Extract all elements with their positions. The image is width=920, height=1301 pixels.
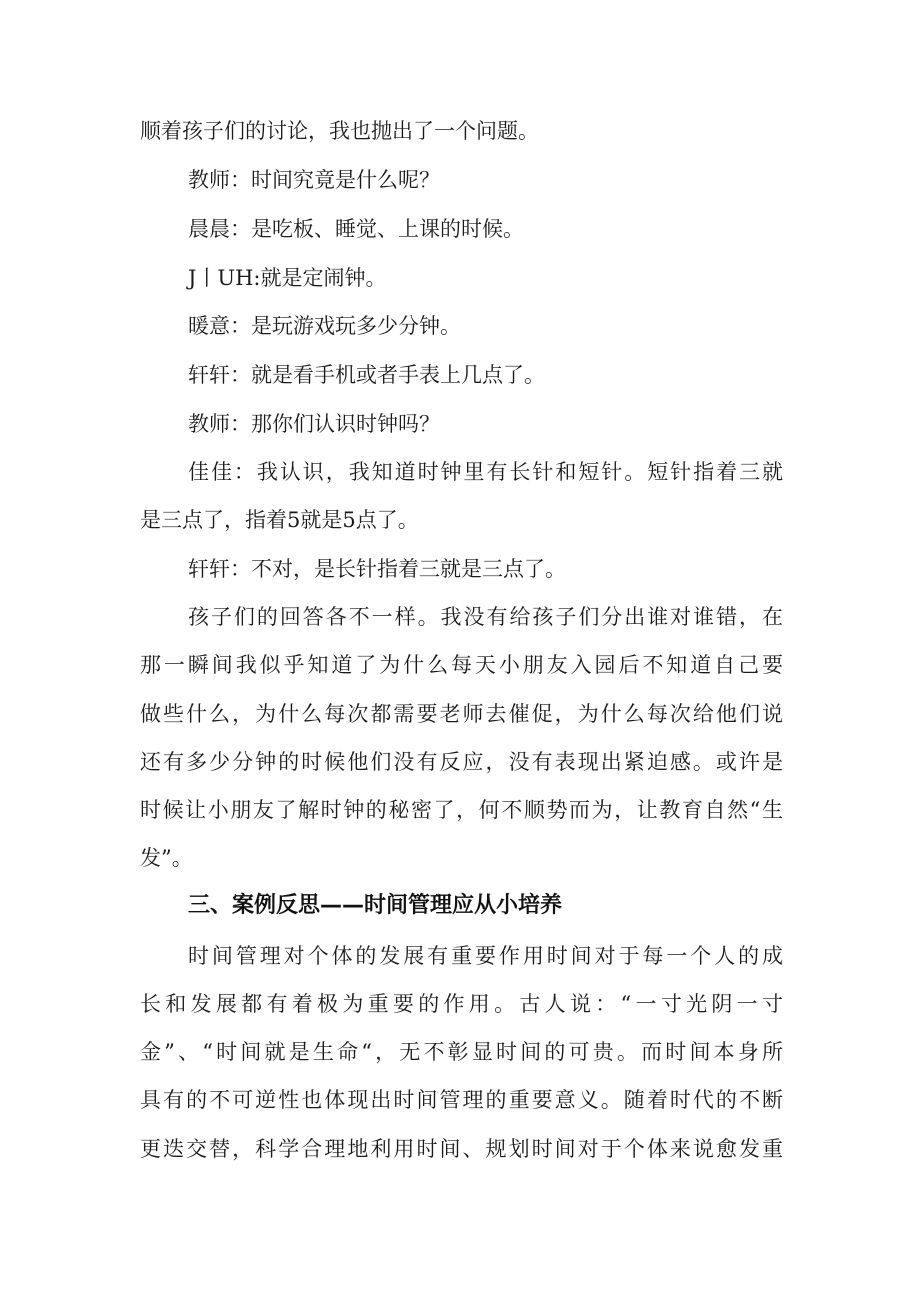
line-text: 暖意：是玩游戏玩多少分钟。	[188, 314, 461, 338]
dialogue-line	[0, 306, 920, 346]
paragraph-line	[0, 1080, 920, 1120]
heading-text: 三、案例反思——时间管理应从小培养	[188, 893, 563, 918]
paragraph-line	[0, 742, 920, 782]
paragraph-line	[0, 500, 920, 540]
line-text: 长和发展都有着极为重要的作用。古人说：“一寸光阴一寸	[140, 992, 783, 1016]
paragraph-line	[0, 1129, 920, 1169]
line-text: 具有的不可逆性也体现出时间管理的重要意义。随着时代的不断	[140, 1088, 783, 1112]
paragraph-line	[0, 790, 920, 830]
line-text: 时间管理对个体的发展有重要作用时间对于每一个人的成	[188, 944, 783, 968]
paragraph-line	[0, 645, 920, 685]
line-text: 教师：那你们认识时钟吗？	[188, 412, 440, 436]
line-text: 轩轩：就是看手机或者手表上几点了。	[188, 363, 545, 387]
line-text: 时候让小朋友了解时钟的秘密了，何不顺势而为，让教育自然“生	[140, 798, 783, 822]
paragraph-line	[0, 597, 920, 637]
paragraph-line	[0, 1032, 920, 1072]
dialogue-line	[0, 209, 920, 249]
dialogue-line	[0, 404, 920, 444]
line-text: 做些什么，为什么每次都需要老师去催促，为什么每次给他们说	[140, 702, 783, 726]
paragraph-line	[0, 984, 920, 1024]
line-text: 孩子们的回答各不一样。我没有给孩子们分出谁对谁错，在	[188, 605, 783, 629]
line-text: 更迭交替，科学合理地利用时间、规划时间对于个体来说愈发重	[140, 1137, 783, 1161]
paragraph-line	[0, 838, 920, 878]
section-heading	[0, 886, 920, 926]
line-text: 那一瞬间我似乎知道了为什么每天小朋友入园后不知道自己要	[140, 653, 783, 677]
line-text: 还有多少分钟的时候他们没有反应，没有表现出紧迫感。或许是	[140, 750, 783, 774]
line-text: 发”。	[140, 846, 193, 870]
line-text: 轩轩：不对，是长针指着三就是三点了。	[188, 557, 566, 581]
line-text: 晨晨：是吃板、睡觉、上课的时候。	[188, 217, 524, 241]
paragraph-line	[0, 936, 920, 976]
dialogue-line	[0, 258, 920, 298]
dialogue-line	[0, 160, 920, 200]
dialogue-line	[0, 549, 920, 589]
paragraph-line	[0, 111, 920, 151]
line-text: 是三点了，指着5就是5点了。	[140, 508, 419, 532]
paragraph-line	[0, 694, 920, 734]
line-text: 金”、“时间就是生命“，无不彰显时间的可贵。而时间本身所	[140, 1040, 783, 1064]
dialogue-line	[0, 355, 920, 395]
dialogue-line	[0, 452, 920, 492]
line-text: 顺着孩子们的讨论，我也抛出了一个问题。	[140, 119, 539, 143]
line-text: J丨UH:就是定闹钟。	[188, 266, 387, 290]
line-text: 教师：时间究竟是什么呢？	[188, 168, 440, 192]
line-text: 佳佳：我认识，我知道时钟里有长针和短针。短针指着三就	[188, 460, 783, 484]
